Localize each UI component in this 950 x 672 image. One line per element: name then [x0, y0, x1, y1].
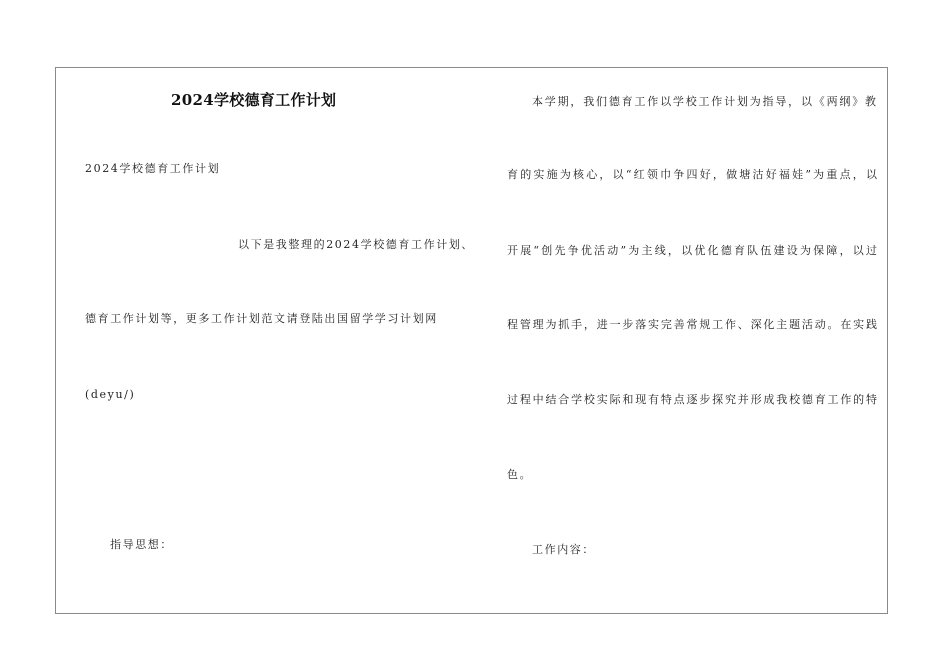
right-para-line-1: 本学期，我们德育工作以学校工作计划为指导，以《两纲》教: [532, 95, 876, 108]
page-frame: [55, 67, 888, 614]
right-para-line-4: 程管理为抓手，进一步落实完善常规工作、深化主题活动。在实践: [507, 318, 877, 331]
heading-work-content: 工作内容：: [532, 543, 595, 556]
document-title: 2024学校德育工作计划: [171, 91, 337, 109]
right-para-line-3: 开展“创先争优活动”为主线，以优化德育队伍建设为保障，以过: [507, 244, 877, 257]
left-line-title-repeat: 2024学校德育工作计划: [85, 162, 221, 175]
left-line-intro: 以下是我整理的2024学校德育工作计划、: [238, 238, 474, 251]
right-para-line-2: 育的实施为核心，以“红领巾争四好，做塘沽好福娃”为重点，以: [507, 168, 877, 181]
right-para-line-6: 色。: [507, 468, 533, 481]
heading-guiding-thought: 指导思想：: [110, 538, 173, 551]
left-line-url: (deyu/): [85, 388, 136, 401]
left-line-more-plans: 德育工作计划等，更多工作计划范文请登陆出国留学学习计划网: [85, 312, 438, 325]
right-para-line-5: 过程中结合学校实际和现有特点逐步探究并形成我校德育工作的特: [507, 393, 877, 406]
